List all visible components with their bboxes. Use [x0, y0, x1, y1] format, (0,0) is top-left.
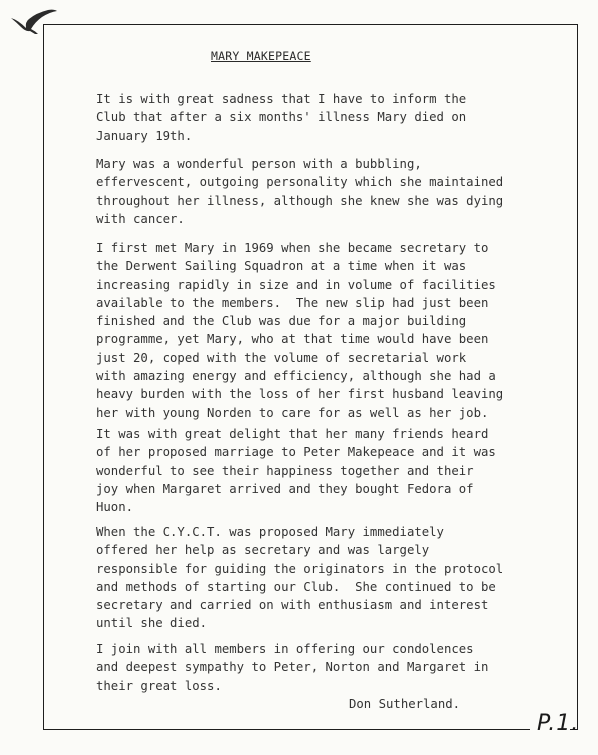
paragraph-5: When the C.Y.C.T. was proposed Mary immediately offered her help as secretary and was largely responsible for guiding the originators in the protocol and methods of starting our Club. She continued to be secretary and carried on with enthusiasm and interest until she died. [96, 525, 504, 631]
paragraph-3: I first met Mary in 1969 when she became secretary to the Derwent Sailing Squadron at a time when it was increasing rapidly in size and in volume of facilities available to the members. The new slip had just been finished and the Club was due for a major building programme, yet Mary, who at that time would have been just 20, coped with the volume of secretarial work with amazing energy and efficiency, although she had a heavy burden with the loss of her first husband leaving her with young Norden to care for as well as her job. [96, 241, 504, 420]
page-border-bottom [43, 729, 530, 730]
paragraph-4: It was with great delight that her many friends heard of her proposed marriage to Peter Makepeace and it was wonderful to see their happiness together and their joy when Margaret arrived and they bought Fedora of Huon. [96, 427, 496, 515]
page-number-handwritten: P.1. [537, 711, 580, 736]
paragraph-1: It is with great sadness that I have to inform the Club that after a six months' illness Mary died on January 19th. [96, 92, 467, 143]
paragraph-2: Mary was a wonderful person with a bubbling, effervescent, outgoing personality which she maintained throughout her illness, although she knew she was dying with cancer. [96, 157, 504, 226]
page-title: MARY MAKEPEACE [211, 49, 311, 63]
seagull-icon [8, 6, 58, 38]
paragraph-6: I join with all members in offering our condolences and deepest sympathy to Peter, Norton and Margaret in their great loss. [96, 642, 489, 693]
signature: Don Sutherland. [349, 697, 461, 711]
